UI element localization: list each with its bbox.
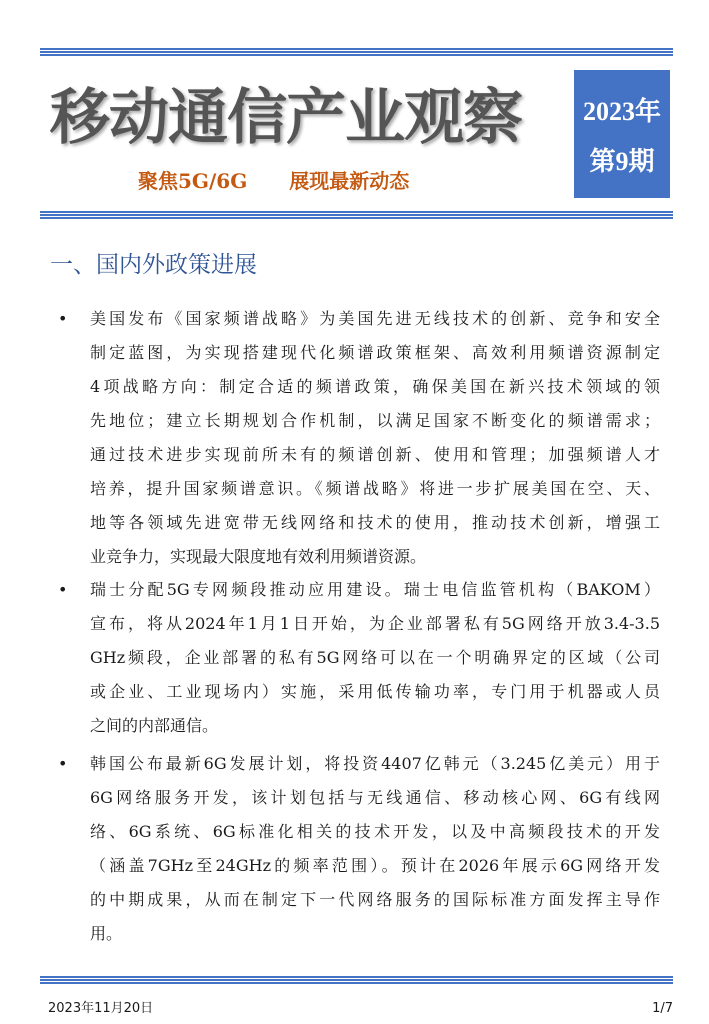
text-line: 之间的内部通信。 bbox=[90, 716, 219, 735]
publication-subtitle bbox=[138, 166, 409, 196]
text-line: 制定蓝图，为实现搭建现代化频谱政策框架、高效利用频谱资源制定 bbox=[90, 343, 660, 362]
text-line: 通过技术进步实现前所未有的频谱创新、使用和管理；加强频谱人才 bbox=[90, 445, 660, 464]
header-top-rule bbox=[40, 48, 673, 57]
section-heading: 一、国内外政策进展 bbox=[50, 252, 257, 278]
text-line: 或企业、工业现场内）实施，采用低传输功率，专门用于机器或人员 bbox=[90, 682, 660, 701]
text-line: 瑞士分配5G专网频段推动应用建设。瑞士电信监管机构（BAKOM） bbox=[90, 580, 660, 599]
news-item-text bbox=[90, 573, 660, 743]
news-item-text bbox=[90, 302, 660, 574]
text-line: 用。 bbox=[90, 924, 123, 943]
bullet-icon: • bbox=[58, 754, 68, 773]
text-line: 的中期成果，从而在制定下一代网络服务的国际标准方面发挥主导作 bbox=[90, 890, 660, 909]
text-line: 业竞争力，实现最大限度地有效利用频谱资源。 bbox=[90, 547, 427, 566]
text-line: 4项战略方向：制定合适的频谱政策，确保美国在新兴技术领域的领 bbox=[90, 377, 660, 396]
text-line: 先地位；建立长期规划合作机制，以满足国家不断变化的频谱需求； bbox=[90, 411, 660, 430]
header-bottom-rule bbox=[40, 211, 673, 220]
issue-year: 2023年 bbox=[582, 97, 661, 126]
footer-rule bbox=[40, 976, 673, 985]
bullet-icon: • bbox=[58, 309, 68, 328]
text-line: 韩国公布最新6G发展计划，将投资4407亿韩元（3.245亿美元）用于 bbox=[90, 754, 660, 773]
subtitle-focus: 聚焦5G/6G bbox=[138, 169, 248, 193]
subtitle-tagline: 展现最新动态 bbox=[289, 169, 410, 193]
text-line: （涵盖7GHz至24GHz的频率范围）。预计在2026年展示6G网络开发 bbox=[90, 856, 660, 875]
text-line: 地等各领域先进宽带无线网络和技术的使用，推动技术创新，增强工 bbox=[90, 513, 660, 532]
issue-number: 第9期 bbox=[589, 147, 655, 176]
text-line: 宣布，将从2024年1月1日开始，为企业部署私有5G网络开放3.4-3.5 bbox=[90, 614, 660, 633]
publication-title: 移动通信产业观察 bbox=[50, 83, 522, 153]
footer-date: 2023年11月20日 bbox=[48, 1001, 154, 1016]
text-line: 培养，提升国家频谱意识。《频谱战略》将进一步扩展美国在空、天、 bbox=[90, 479, 660, 498]
news-item-text bbox=[90, 747, 660, 951]
bullet-icon: • bbox=[58, 580, 68, 599]
text-line: 6G网络服务开发，该计划包括与无线通信、移动核心网、6G有线网 bbox=[90, 788, 660, 807]
issue-badge bbox=[574, 70, 670, 198]
text-line: 络、6G系统、6G标准化相关的技术开发，以及中高频段技术的开发 bbox=[90, 822, 660, 841]
text-line: 美国发布《国家频谱战略》为美国先进无线技术的创新、竞争和安全 bbox=[90, 309, 660, 328]
text-line: GHz频段，企业部署的私有5G网络可以在一个明确界定的区域（公司 bbox=[90, 648, 660, 667]
page-number: 1/7 bbox=[652, 1001, 673, 1016]
